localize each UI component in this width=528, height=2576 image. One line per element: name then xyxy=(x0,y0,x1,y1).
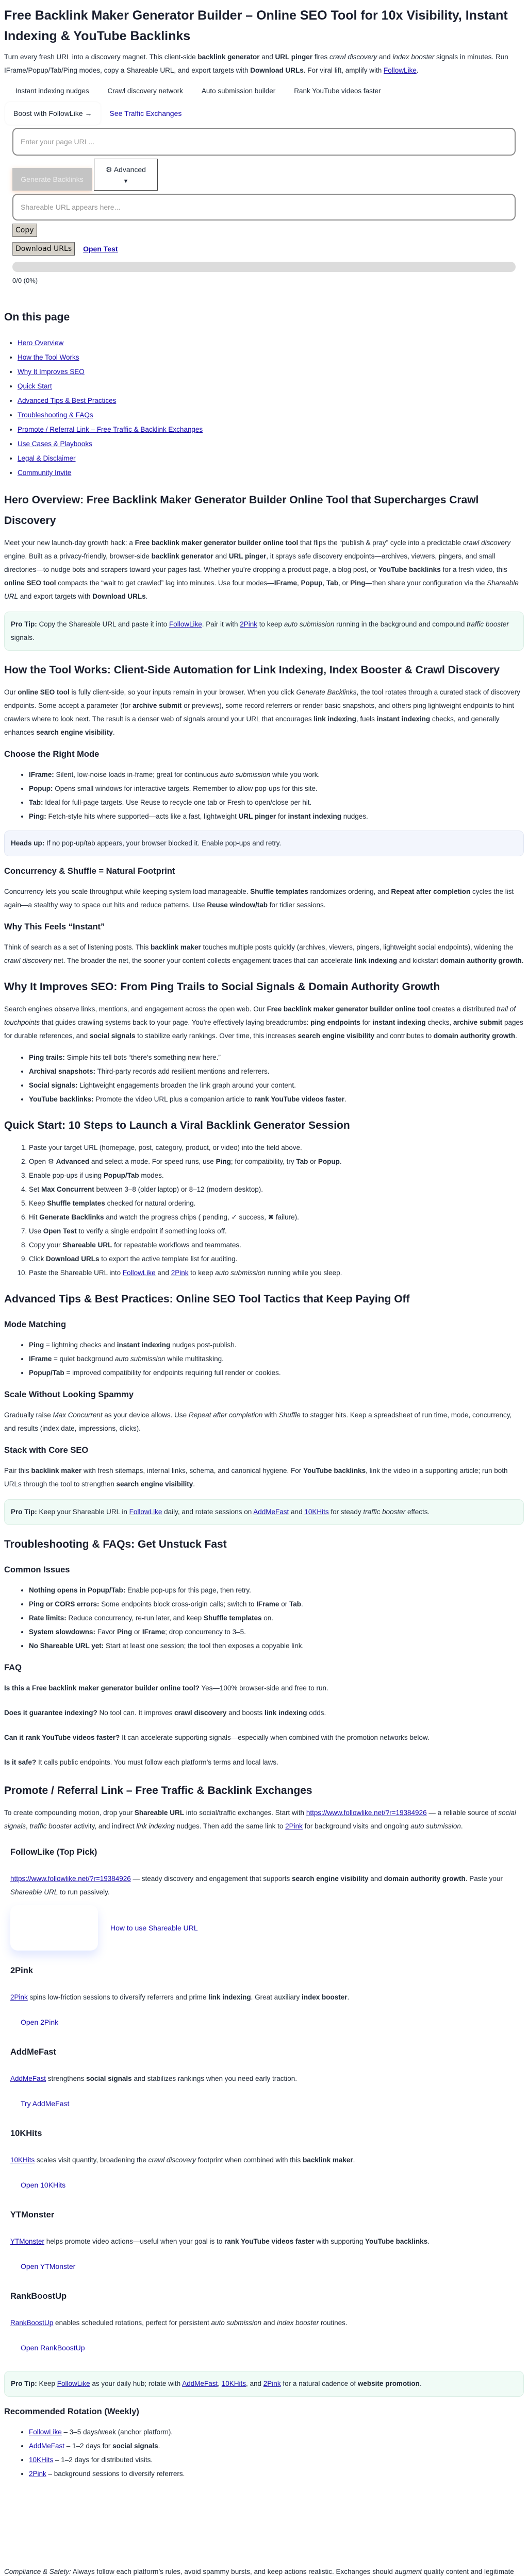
exchange-card-2pink xyxy=(4,1964,524,2032)
emphasis-italic: link indexing xyxy=(136,1822,175,1830)
emphasis-bold: Shuffle templates xyxy=(47,1199,105,1207)
emphasis-italic: augment xyxy=(394,2568,422,2575)
emphasis-bold: YouTube backlinks: xyxy=(29,1095,94,1103)
advanced-label: ⚙ Advanced xyxy=(106,165,146,174)
list-item: 4. Set Max Concurrent between 3–8 (older laptop) or 8–12 (modern desktop). xyxy=(29,1183,524,1196)
faq-item: Can it rank YouTube videos faster? It can accelerate supporting signals—especially when combined with the promotion networks below. xyxy=(4,1734,430,1741)
card-image-placeholder xyxy=(10,1905,98,1951)
emphasis-bold: Does it guarantee indexing? xyxy=(4,1709,97,1717)
emphasis-bold: YouTube backlinks xyxy=(365,2238,428,2245)
quick-start-steps xyxy=(4,1141,524,1280)
why-list xyxy=(4,1051,524,1106)
list-item: • Social signals: Lightweight engagements broaden the link graph around your content. xyxy=(29,1079,524,1092)
card-description: RankBoostUp enables scheduled rotations, perfect for persistent auto submission and index booster routines. xyxy=(10,2319,348,2327)
emphasis-bold: Tab xyxy=(289,1600,301,1608)
inline-link[interactable]: FollowLike xyxy=(122,1269,156,1277)
emphasis-italic: Generate Backlinks xyxy=(296,688,357,696)
list-item: • 2Pink – background sessions to diversify referrers. xyxy=(29,2467,524,2481)
scale-heading: Scale Without Looking Spammy xyxy=(4,1390,134,1399)
emphasis-italic: Shareable URL xyxy=(10,1888,58,1896)
compliance-note: Compliance & Safety: Always follow each platform’s rules, avoid spammy bursts, and keep actions realistic. Exchanges should augment quality content and legitimate xyxy=(4,2568,514,2575)
emphasis-bold: Popup: xyxy=(29,785,53,792)
toc-link[interactable]: Why It Improves SEO xyxy=(18,368,85,376)
toc-title: On this page xyxy=(4,311,70,323)
emphasis-italic: Max Concurrent xyxy=(53,1411,103,1419)
pro-tip-callout: Pro Tip: Keep your Shareable URL in FollowLike daily, and rotate sessions on AddMeFast and 10KHits for steady traffic booster effects. xyxy=(4,1499,524,1525)
inline-link[interactable]: https://www.followlike.net/?r=19384926 xyxy=(10,1875,131,1883)
emphasis-bold: backlink generator xyxy=(197,53,260,61)
emphasis-italic: auto submission xyxy=(220,771,271,778)
rotation-list xyxy=(4,2426,524,2481)
list-item: 8. Copy your Shareable URL for repeatable workflows and teammates. xyxy=(29,1239,524,1252)
toc-item xyxy=(18,451,524,465)
emphasis-bold: rank YouTube videos faster xyxy=(254,1095,345,1103)
toc-item xyxy=(18,379,524,393)
emphasis-bold: No Shareable URL yet: xyxy=(29,1642,104,1650)
backlink-tool xyxy=(4,128,524,287)
list-item: • AddMeFast – 1–2 days for social signals. xyxy=(29,2439,524,2453)
open-10khits-button[interactable]: Open 10KHits xyxy=(21,2181,66,2189)
card-description: 2Pink spins low-friction sessions to diversify referrers and prime link indexing. Great auxiliary index booster. xyxy=(10,1993,350,2001)
howto-row xyxy=(10,1905,518,1951)
emphasis-bold: online SEO tool xyxy=(18,688,70,696)
emphasis-bold: domain authority growth xyxy=(440,957,522,964)
card-description: 10KHits scales visit quantity, broadening the crawl discovery footprint when combined with this backlink maker. xyxy=(10,2156,355,2164)
how-paragraph: Our online SEO tool is fully client-side, so your inputs remain in your browser. When you click Generate Backlinks, the tool rotates through a curated stack of discovery endpoints. Some accept a parameter (for archive submit or previews), some record referrers or render basic snapshots, and others ping lightweight endpoints to hint crawlers where to look next. The result is a denser web of signals around your URL that encourages link indexing, fuels instant indexing checks, and generally enhances search engine visibility. xyxy=(4,688,520,736)
list-item: • Ping or CORS errors: Some endpoints block cross-origin calls; switch to IFrame or Tab. xyxy=(29,1598,524,1611)
card-description: https://www.followlike.net/?r=19384926 — steady discovery and engagement that supports search engine visibility and domain authority growth. Paste your Shareable URL to run passively. xyxy=(10,1875,503,1896)
emphasis-bold: System slowdowns: xyxy=(29,1628,96,1636)
list-item: • Ping: Fetch-style hits where supported—acts like a fast, lightweight URL pinger for instant indexing nudges. xyxy=(29,810,524,823)
boost-followlike-button[interactable]: Boost with FollowLike → xyxy=(5,102,101,125)
inline-link[interactable]: 2Pink xyxy=(29,2470,46,2478)
toc-item xyxy=(18,365,524,379)
troubleshooting-heading: Troubleshooting & FAQs: Get Unstuck Fast xyxy=(4,1538,227,1550)
list-item: 5. Keep Shuffle templates checked for natural ordering. xyxy=(29,1197,524,1210)
inline-link[interactable]: 10KHits xyxy=(10,2156,35,2164)
emphasis-bold: Ping: xyxy=(29,812,46,820)
emphasis-bold: Ping xyxy=(29,1341,44,1349)
emphasis-bold: Rate limits: xyxy=(29,1614,67,1622)
emphasis-italic: crawl discovery xyxy=(329,53,377,61)
emphasis-bold: URL pinger xyxy=(275,53,312,61)
advanced-toggle[interactable] xyxy=(94,159,158,191)
toc-link[interactable]: Promote / Referral Link – Free Traffic & Backlink Exchanges xyxy=(18,426,203,433)
inline-link[interactable]: YTMonster xyxy=(10,2238,45,2245)
inline-link[interactable]: FollowLike xyxy=(29,2428,62,2436)
open-rankboostup-button[interactable]: Open RankBoostUp xyxy=(21,2344,85,2352)
emphasis-italic: trail of touchpoints xyxy=(4,1005,516,1026)
emphasis-italic: Shareable URL xyxy=(4,579,519,600)
card-title: YTMonster xyxy=(10,2210,55,2219)
common-issues-heading: Common Issues xyxy=(4,1565,70,1574)
card-title: AddMeFast xyxy=(10,2047,56,2057)
inline-link[interactable]: FollowLike xyxy=(129,1508,162,1516)
inline-link[interactable]: RankBoostUp xyxy=(10,2319,54,2327)
emphasis-italic: crawl discovery xyxy=(148,2156,196,2164)
mode-list xyxy=(4,768,524,823)
emphasis-bold: Popup/Tab xyxy=(103,1172,139,1179)
toc-item xyxy=(18,408,524,422)
emphasis-bold: Archival snapshots: xyxy=(29,1067,96,1075)
emphasis-bold: search engine visibility xyxy=(36,728,113,736)
list-item: • Rate limits: Reduce concurrency, re-run later, and keep Shuffle templates on. xyxy=(29,1612,524,1625)
emphasis-bold: Can it rank YouTube videos faster? xyxy=(4,1734,120,1741)
emphasis-bold: Ping xyxy=(117,1628,133,1636)
list-item: • FollowLike – 3–5 days/week (anchor platform). xyxy=(29,2426,524,2439)
feature-item: Auto submission builder xyxy=(201,87,276,95)
emphasis-bold: Open Test xyxy=(43,1227,77,1235)
faq-item: Is this a Free backlink maker generator builder online tool? Yes—100% browser-side and free to run. xyxy=(4,1684,328,1692)
emphasis-bold: URL pinger xyxy=(238,812,276,820)
toc-item xyxy=(18,422,524,436)
inline-link[interactable]: AddMeFast xyxy=(29,2442,65,2450)
emphasis-bold: Shuffle templates xyxy=(203,1614,262,1622)
list-item: 9. Click Download URLs to export the active template list for auditing. xyxy=(29,1252,524,1266)
how-to-use-link[interactable]: How to use Shareable URL xyxy=(110,1924,198,1932)
list-item: 10. Paste the Shareable URL into FollowLike and 2Pink to keep auto submission running while you sleep. xyxy=(29,1266,524,1280)
emphasis-bold: Social signals: xyxy=(29,1081,78,1089)
list-item: • IFrame: Silent, low-noise loads in-frame; great for continuous auto submission while you work. xyxy=(29,768,524,782)
list-item: 2. Open ⚙ Advanced and select a mode. For speed runs, use Ping; for compatibility, try Tab or Popup. xyxy=(29,1155,524,1168)
list-item: • Ping trails: Simple hits tell bots “there’s something new here.” xyxy=(29,1051,524,1064)
inline-link[interactable]: FollowLike xyxy=(169,620,202,628)
emphasis-bold: backlink generator xyxy=(151,552,213,560)
exchange-card-rankboostup xyxy=(4,2290,524,2358)
emphasis-italic: index booster xyxy=(392,53,435,61)
list-item: • Nothing opens in Popup/Tab: Enable pop-ups for this page, then retry. xyxy=(29,1584,524,1597)
download-urls-button[interactable]: Download URLs xyxy=(12,242,75,256)
inline-link[interactable]: 2Pink xyxy=(285,1822,303,1830)
emphasis-bold: Shareable URL xyxy=(134,1809,184,1817)
emphasis-italic: Shuffle xyxy=(278,1411,301,1419)
card-title: FollowLike (Top Pick) xyxy=(10,1848,97,1857)
emphasis-bold: backlink maker xyxy=(31,1467,82,1475)
toc-link[interactable]: Hero Overview xyxy=(18,339,64,347)
emphasis-bold: ping endpoints xyxy=(310,1019,360,1026)
page-url-input[interactable] xyxy=(12,128,516,156)
list-item: • YouTube backlinks: Promote the video URL plus a companion article to rank YouTube videos faster. xyxy=(29,1093,524,1106)
progress-bar xyxy=(12,262,516,272)
emphasis-italic: crawl discovery xyxy=(4,957,52,964)
emphasis-bold: Nothing opens in Popup/Tab: xyxy=(29,1586,126,1594)
emphasis-bold: Pro Tip: xyxy=(11,2380,37,2387)
emphasis-italic: crawl discovery xyxy=(463,539,511,547)
concurrency-paragraph: Concurrency lets you scale throughput while keeping system load manageable. Shuffle templates randomizes ordering, and Repeat after completion cycles the list again—a stealthy way to space out hits and reduce patterns. Use Reuse window/tab for tidier sessions. xyxy=(4,888,514,909)
open-ytmonster-button[interactable]: Open YTMonster xyxy=(21,2262,76,2270)
spacer xyxy=(4,2488,524,2565)
emphasis-italic: auto submission xyxy=(410,1822,461,1830)
emphasis-bold: backlink maker xyxy=(303,2156,353,2164)
faq-item: Does it guarantee indexing? No tool can. It improves crawl discovery and boosts link indexing odds. xyxy=(4,1709,326,1717)
list-item: • Popup/Tab = improved compatibility for endpoints requiring full render or cookies. xyxy=(29,1366,524,1380)
list-item: • Ping = lightning checks and instant indexing nudges post-publish. xyxy=(29,1338,524,1352)
emphasis-bold: Max Concurrent xyxy=(41,1185,94,1193)
pro-tip-callout: Pro Tip: Copy the Shareable URL and paste it into FollowLike. Pair it with 2Pink to keep auto submission running in the background and compound traffic booster signals. xyxy=(4,612,524,651)
toc-item xyxy=(18,336,524,350)
concurrency-heading: Concurrency & Shuffle = Natural Footprint xyxy=(4,867,175,876)
emphasis-bold: archive submit xyxy=(133,702,182,709)
inline-link[interactable]: https://www.followlike.net/?r=19384926 xyxy=(306,1809,427,1817)
emphasis-bold: instant indexing xyxy=(376,715,431,723)
exchange-card-followlike xyxy=(4,1845,524,1951)
inline-link[interactable]: 10KHits xyxy=(29,2456,54,2464)
emphasis-bold: instant indexing xyxy=(117,1341,171,1349)
emphasis-bold: Pro Tip: xyxy=(11,1508,37,1516)
heads-up-callout: Heads up: If no pop-up/tab appears, your browser blocked it. Enable pop-ups and retry. xyxy=(4,831,524,856)
list-item: • No Shareable URL yet: Start at least one session; the tool then exposes a copyable link. xyxy=(29,1639,524,1653)
faq-heading: FAQ xyxy=(4,1663,22,1672)
emphasis-italic: index booster xyxy=(277,2319,319,2327)
emphasis-italic: social signals xyxy=(4,1809,516,1830)
page xyxy=(0,5,528,2576)
list-item: • Popup: Opens small windows for interactive targets. Remember to allow pop-ups for this site. xyxy=(29,782,524,795)
emphasis-bold: Reuse window/tab xyxy=(207,901,268,909)
emphasis-bold: link indexing xyxy=(354,957,398,964)
emphasis-bold: archive submit xyxy=(453,1019,503,1026)
inline-link[interactable]: 10KHits xyxy=(304,1508,329,1516)
feature-item: Rank YouTube videos faster xyxy=(294,87,381,95)
emphasis-bold: Popup/Tab xyxy=(29,1369,64,1377)
faq-item: Is it safe? It calls public endpoints. You must follow each platform’s terms and local laws. xyxy=(4,1758,278,1766)
toc-link[interactable]: Community Invite xyxy=(18,469,72,477)
emphasis-bold: IFrame xyxy=(142,1628,166,1636)
emphasis-bold: IFrame xyxy=(274,579,297,587)
emphasis-bold: URL pinger xyxy=(228,552,267,560)
emphasis-bold: domain authority growth xyxy=(433,1032,516,1040)
inline-link[interactable]: AddMeFast xyxy=(10,2075,46,2082)
try-addmefast-button[interactable]: Try AddMeFast xyxy=(21,2099,70,2108)
generate-backlinks-button[interactable]: Generate Backlinks xyxy=(12,168,92,191)
emphasis-bold: Ping xyxy=(216,1158,231,1165)
see-traffic-exchanges-link[interactable]: See Traffic Exchanges xyxy=(109,109,182,117)
emphasis-bold: domain authority growth xyxy=(384,1875,466,1883)
emphasis-italic: Compliance & Safety: xyxy=(4,2568,71,2575)
inline-link[interactable]: AddMeFast xyxy=(182,2380,218,2387)
toc-link[interactable]: Advanced Tips & Best Practices xyxy=(18,397,117,404)
intro-paragraph: Turn every fresh URL into a discovery magnet. This client-side backlink generator and URL pinger fires crawl discovery and index booster signals in minutes. Run IFrame/Popup/Tab/Ping modes, copy a Shareable URL, and export targets with Download URLs. For viral lift, amplify with FollowLike. xyxy=(4,53,508,74)
emphasis-bold: Is this a Free backlink maker generator builder online tool? xyxy=(4,1684,200,1692)
emphasis-bold: online SEO tool xyxy=(4,579,56,587)
toc-item xyxy=(18,394,524,408)
list-item: • Archival snapshots: Third-party records add resilient mentions and referrers. xyxy=(29,1065,524,1078)
download-row xyxy=(12,242,516,256)
toc-link[interactable]: How the Tool Works xyxy=(18,353,79,361)
emphasis-bold: Tab: xyxy=(29,799,43,806)
list-item: 7. Use Open Test to verify a single endpoint if something looks off. xyxy=(29,1225,524,1238)
emphasis-bold: Ping xyxy=(350,579,366,587)
emphasis-bold: Is it safe? xyxy=(4,1758,37,1766)
emphasis-bold: Free backlink maker generator builder online tool xyxy=(267,1005,431,1013)
emphasis-bold: Repeat after completion xyxy=(391,888,471,895)
emphasis-bold: Shuffle templates xyxy=(250,888,308,895)
emphasis-bold: link indexing xyxy=(314,715,356,723)
emphasis-bold: link indexing xyxy=(208,1993,251,2001)
advanced-heading: Advanced Tips & Best Practices: Online SEO Tool Tactics that Keep Paying Off xyxy=(4,1293,410,1305)
emphasis-italic: auto submission xyxy=(284,620,335,628)
emphasis-bold: Download URLs xyxy=(92,592,146,600)
list-item: • 10KHits – 1–2 days for distributed visits. xyxy=(29,2453,524,2467)
emphasis-bold: rank YouTube videos faster xyxy=(224,2238,315,2245)
stack-paragraph: Pair this backlink maker with fresh sitemaps, internal links, schema, and canonical hygiene. For YouTube backlinks, link the video in a supporting article; run both URLs through the tool to strengthen search engine visibility. xyxy=(4,1467,508,1488)
rotation-heading: Recommended Rotation (Weekly) xyxy=(4,2407,139,2416)
emphasis-bold: social signals xyxy=(86,2075,132,2082)
emphasis-bold: Pro Tip: xyxy=(11,620,37,628)
inline-link[interactable]: 2Pink xyxy=(263,2380,281,2387)
scale-paragraph: Gradually raise Max Concurrent as your device allows. Use Repeat after completion with Shuffle to stagger hits. Keep a spreadsheet of run time, mode, concurrency, and results (index date, impressions, clicks). xyxy=(4,1411,512,1432)
mode-matching-list xyxy=(4,1338,524,1380)
quick-start-heading: Quick Start: 10 Steps to Launch a Viral Backlink Generator Session xyxy=(4,1120,350,1131)
caret-down-icon: ▼ xyxy=(123,178,129,184)
toc-link[interactable]: Use Cases & Playbooks xyxy=(18,440,92,448)
emphasis-bold: social signals xyxy=(112,2442,158,2450)
hero-heading: Hero Overview: Free Backlink Maker Generator Builder Online Tool that Supercharges Crawl Discovery xyxy=(4,494,479,527)
emphasis-italic: auto submission xyxy=(215,1269,266,1277)
hero-paragraph: Meet your new launch-day growth hack: a Free backlink maker generator builder online tool that flips the “publish & pray” cycle into a predictable crawl discovery engine. Built as a privacy-friendly, browser-side backlink generator and URL pinger, it sprays safe discovery endpoints—archives, viewers, pingers, and small directories—to nudge bots and scrapers toward your pages fast. Whether you’re dropping a product page, a blog post, or YouTube backlinks for a fresh video, this online SEO tool compacts the “wait to get crawled” lag into minutes. Use four modes—IFrame, Popup, Tab, or Ping—then share your configuration via the Shareable URL and export targets with Download URLs. xyxy=(4,539,519,600)
copy-button[interactable]: Copy xyxy=(12,224,37,237)
exchange-card-ytmonster xyxy=(4,2208,524,2276)
toc-link[interactable]: Quick Start xyxy=(18,382,52,390)
toc-link[interactable]: Legal & Disclaimer xyxy=(18,454,76,462)
emphasis-italic: traffic booster xyxy=(363,1508,406,1516)
emphasis-bold: backlink maker xyxy=(151,943,201,951)
emphasis-bold: Shareable URL xyxy=(62,1241,112,1249)
emphasis-italic: traffic booster xyxy=(467,620,509,628)
emphasis-bold: search engine visibility xyxy=(116,1480,193,1488)
emphasis-italic: traffic booster xyxy=(29,1822,72,1830)
cta-row xyxy=(5,102,524,125)
card-title: 10KHits xyxy=(10,2129,42,2138)
feature-list xyxy=(4,84,524,98)
emphasis-bold: search engine visibility xyxy=(298,1032,375,1040)
promote-paragraph: To create compounding motion, drop your Shareable URL into social/traffic exchanges. Start with https://www.followlike.net/?r=19384926 — a reliable source of social signals, traffic booster activity, and indirect link indexing nudges. Then add the same link to 2Pink for background visits and ongoing auto submission. xyxy=(4,1809,516,1830)
feature-item: Instant indexing nudges xyxy=(15,87,89,95)
list-item: • Tab: Ideal for full-page targets. Use Reuse to recycle one tab or Fresh to open/close per hit. xyxy=(29,796,524,809)
list-item: • IFrame = quiet background auto submission while multitasking. xyxy=(29,1352,524,1366)
progress-text: 0/0 (0%) xyxy=(12,277,38,284)
emphasis-bold: Generate Backlinks xyxy=(39,1213,104,1221)
tool-actions xyxy=(12,159,516,191)
inline-link[interactable]: 2Pink xyxy=(10,1993,28,2001)
list-item: 1. Paste your target URL (homepage, post, category, product, or video) into the field above. xyxy=(29,1141,524,1155)
emphasis-italic: Repeat after completion xyxy=(188,1411,263,1419)
toc-item xyxy=(18,466,524,480)
emphasis-bold: IFrame xyxy=(256,1600,279,1608)
emphasis-bold: Tab xyxy=(296,1158,308,1165)
inline-link[interactable]: FollowLike xyxy=(384,66,417,74)
instant-paragraph: Think of search as a set of listening posts. This backlink maker touches multiple posts quickly (archives, viewers, pingers, lightweight social endpoints), widening the crawl discovery net. The broader the net, the sooner your content collects engagement traces that can accelerate link indexing and kickstart domain authority growth. xyxy=(4,943,524,964)
emphasis-bold: social signals xyxy=(89,1032,136,1040)
emphasis-bold: crawl discovery xyxy=(174,1709,227,1717)
open-2pink-button[interactable]: Open 2Pink xyxy=(21,2018,59,2026)
emphasis-bold: Download URLs xyxy=(46,1255,100,1263)
emphasis-italic: auto submission xyxy=(115,1355,166,1363)
emphasis-bold: index booster xyxy=(301,1993,348,2001)
emphasis-bold: Ping or CORS errors: xyxy=(29,1600,100,1608)
toc-link[interactable]: Troubleshooting & FAQs xyxy=(18,411,93,419)
emphasis-bold: Download URLs xyxy=(250,66,304,74)
toc-item xyxy=(18,350,524,364)
shareable-url-field[interactable] xyxy=(12,194,516,221)
card-title: 2Pink xyxy=(10,1966,34,1975)
copy-row xyxy=(12,224,516,237)
emphasis-bold: Popup xyxy=(301,579,323,587)
feature-item: Crawl discovery network xyxy=(107,87,183,95)
emphasis-italic: auto submission xyxy=(211,2319,262,2327)
pro-tip-callout: Pro Tip: Keep FollowLike as your daily hub; rotate with AddMeFast, 10KHits, and 2Pink for a natural cadence of website promotion. xyxy=(4,2371,524,2397)
mode-matching-heading: Mode Matching xyxy=(4,1320,67,1329)
emphasis-bold: Heads up: xyxy=(11,839,45,847)
list-item: 3. Enable pop-ups if using Popup/Tab modes. xyxy=(29,1169,524,1182)
emphasis-bold: Popup xyxy=(318,1158,340,1165)
emphasis-bold: website promotion xyxy=(357,2380,420,2387)
emphasis-bold: instant indexing xyxy=(288,812,341,820)
inline-link[interactable]: 2Pink xyxy=(171,1269,189,1277)
why-heading: Why It Improves SEO: From Ping Trails to Social Signals & Domain Authority Growth xyxy=(4,981,440,993)
mode-heading: Choose the Right Mode xyxy=(4,750,100,759)
issues-list xyxy=(4,1584,524,1653)
card-description: AddMeFast strengthens social signals and stabilizes rankings when you need early traction. xyxy=(10,2075,298,2082)
stack-heading: Stack with Core SEO xyxy=(4,1446,89,1455)
card-title: RankBoostUp xyxy=(10,2292,67,2301)
table-of-contents xyxy=(4,336,524,480)
emphasis-bold: Advanced xyxy=(56,1158,90,1165)
promote-heading: Promote / Referral Link – Free Traffic & Backlink Exchanges xyxy=(4,1785,312,1797)
toc-item xyxy=(18,437,524,451)
emphasis-bold: IFrame: xyxy=(29,771,54,778)
emphasis-bold: YouTube backlinks xyxy=(378,566,441,573)
list-item: 6. Hit Generate Backlinks and watch the progress chips ( pending, ✓ success, ✖ failure). xyxy=(29,1211,524,1224)
inline-link[interactable]: AddMeFast xyxy=(253,1508,289,1516)
exchange-card-addmefast xyxy=(4,2045,524,2113)
emphasis-bold: search engine visibility xyxy=(291,1875,369,1883)
page-title: Free Backlink Maker Generator Builder – Online SEO Tool for 10x Visibility, Instant Indexing & YouTube Backlinks xyxy=(4,8,508,43)
exchange-card-10khits xyxy=(4,2127,524,2195)
emphasis-bold: IFrame xyxy=(29,1355,52,1363)
why-paragraph: Search engines observe links, mentions, and engagement across the open web. Our Free backlink maker generator builder online tool creates a distributed trail of touchpoints that guides crawling systems back to your page. You’re effectively laying breadcrumbs: ping endpoints for instant indexing checks, archive submit pages for durable references, and social signals to stabilize early rankings. Over time, this increases search engine visibility and contributes to domain authority growth. xyxy=(4,1005,523,1040)
emphasis-bold: Free backlink maker generator builder online tool xyxy=(135,539,299,547)
emphasis-bold: link indexing xyxy=(264,1709,307,1717)
inline-link[interactable]: 2Pink xyxy=(240,620,258,628)
open-test-link[interactable]: Open Test xyxy=(83,245,118,253)
emphasis-bold: Ping trails: xyxy=(29,1054,65,1061)
emphasis-bold: Tab xyxy=(326,579,338,587)
inline-link[interactable]: 10KHits xyxy=(221,2380,246,2387)
card-description: YTMonster helps promote video actions—useful when your goal is to rank YouTube videos faster with supporting YouTube backlinks. xyxy=(10,2238,430,2245)
emphasis-bold: instant indexing xyxy=(372,1019,426,1026)
inline-link[interactable]: FollowLike xyxy=(57,2380,90,2387)
how-heading: How the Tool Works: Client-Side Automation for Link Indexing, Index Booster & Crawl Discovery xyxy=(4,664,500,676)
list-item: • System slowdowns: Favor Ping or IFrame; drop concurrency to 3–5. xyxy=(29,1625,524,1639)
instant-heading: Why This Feels “Instant” xyxy=(4,922,105,931)
emphasis-bold: YouTube backlinks xyxy=(303,1467,366,1475)
